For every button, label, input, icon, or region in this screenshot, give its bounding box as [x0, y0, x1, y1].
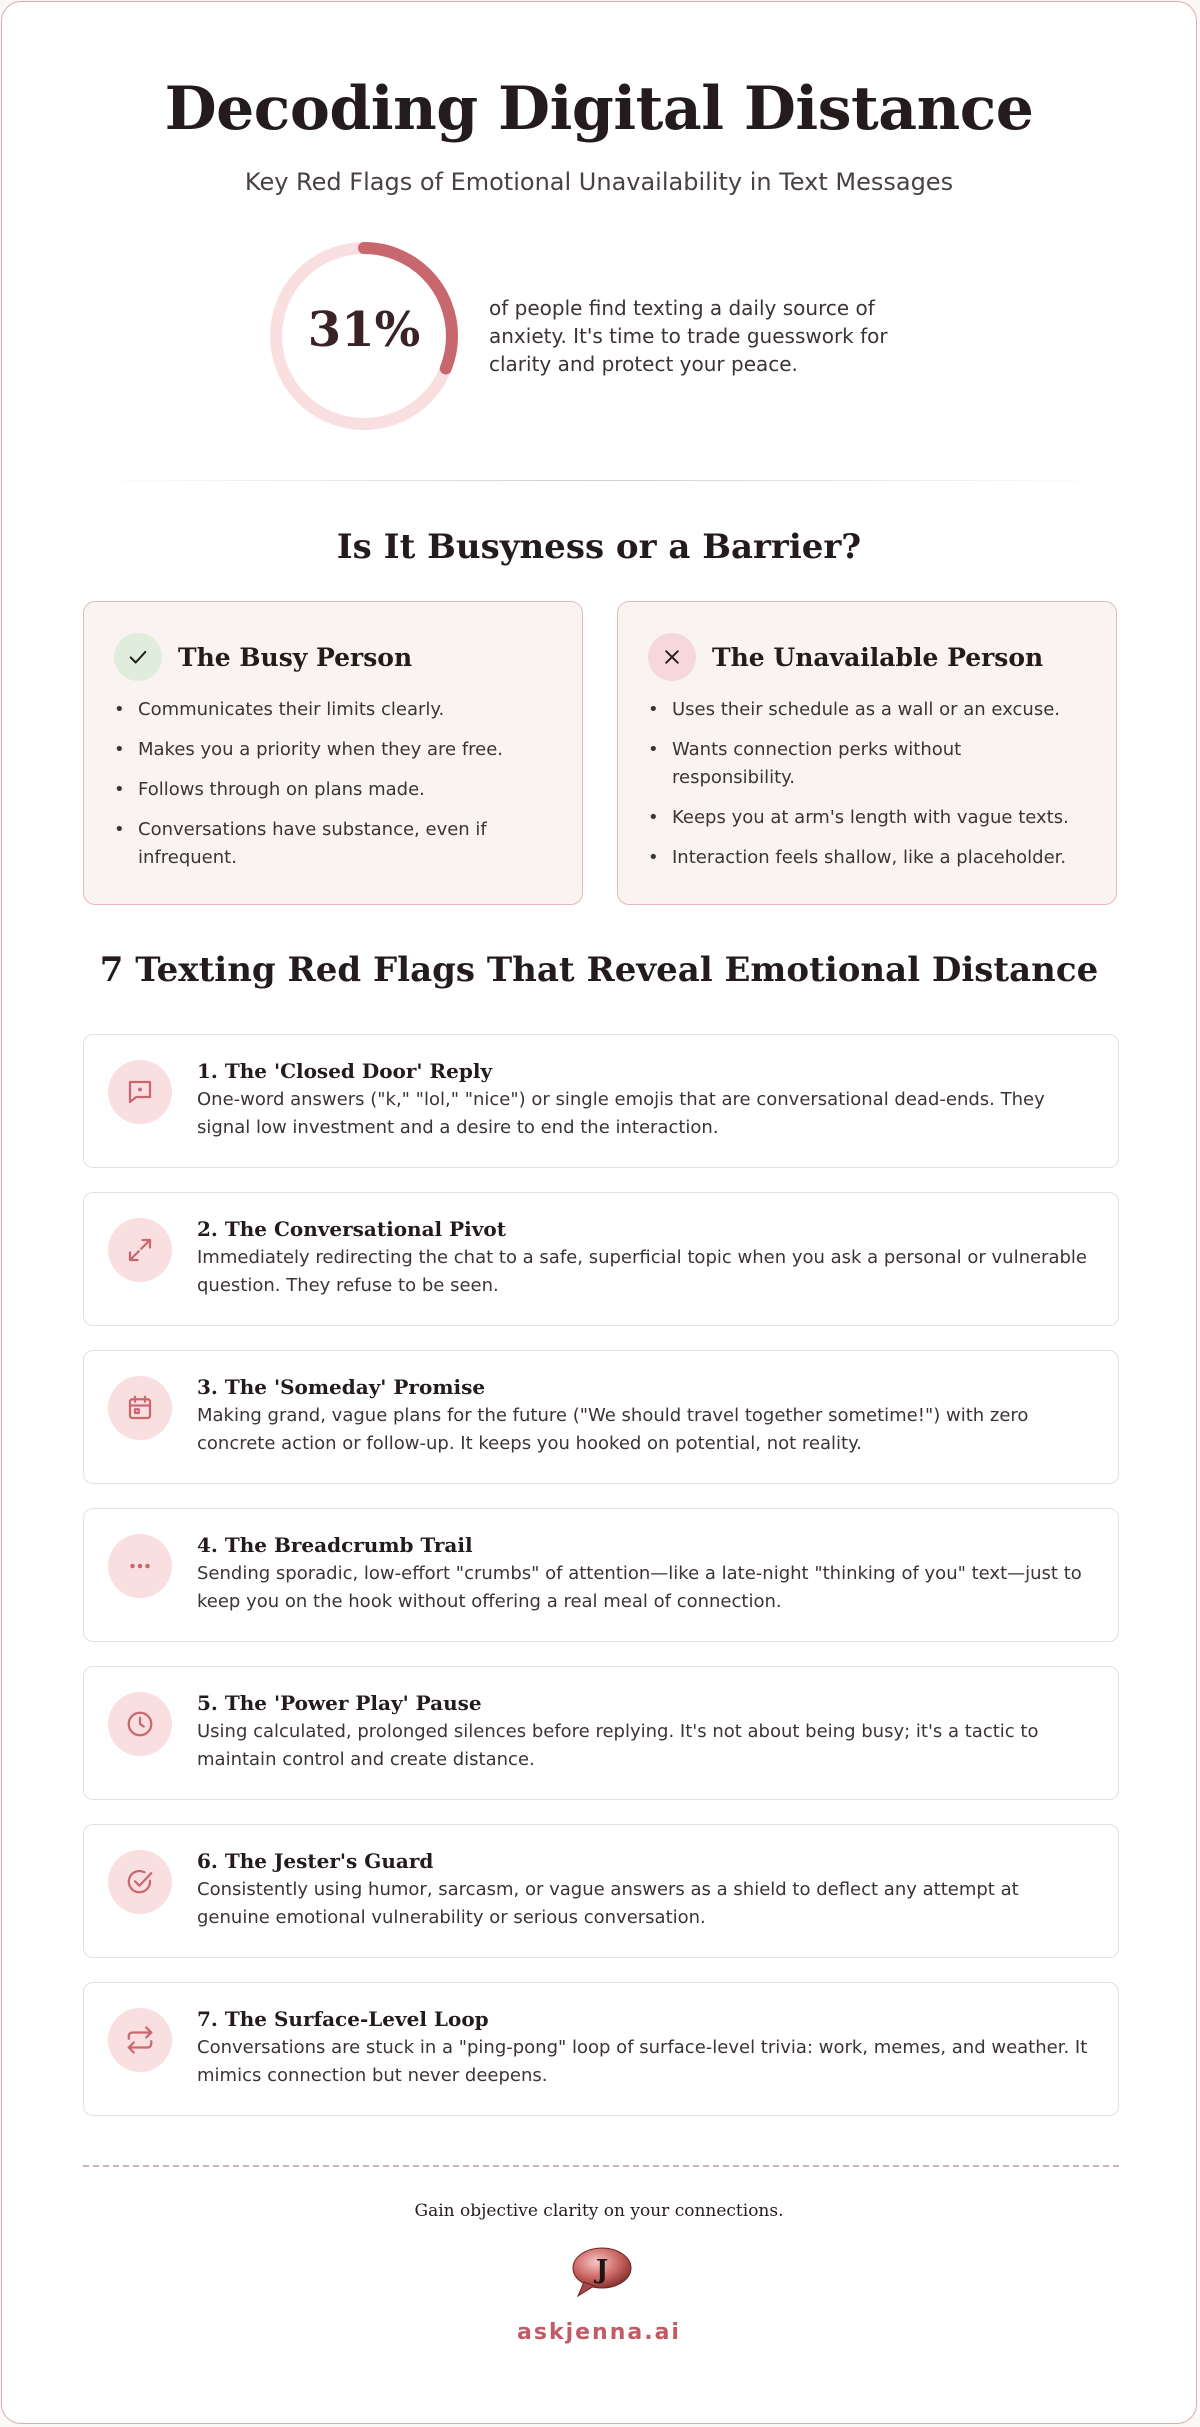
flag-description: One-word answers ("k," "lol," "nice") or single emojis that are conversational dead-ends. They signal low investment and a desire to end the interaction.	[197, 1089, 1045, 1138]
list-item: • Keeps you at arm's length with vague texts.	[648, 804, 1086, 832]
list-item: • Wants connection perks without responsibility.	[648, 736, 1086, 792]
flag-title: 6. The Jester's Guard	[197, 1849, 434, 1873]
red-flags-title: 7 Texting Red Flags That Reveal Emotional Distance	[99, 950, 1099, 990]
arrows-diagonal-icon	[108, 1218, 172, 1282]
busy-person-list	[114, 696, 552, 872]
ellipsis-icon	[108, 1534, 172, 1598]
list-item: • Communicates their limits clearly.	[114, 696, 552, 724]
comparison-title: Is It Busyness or a Barrier?	[336, 527, 862, 567]
flag-title: 2. The Conversational Pivot	[197, 1217, 506, 1241]
speech-bubble-logo	[570, 2244, 634, 2300]
page-title: Decoding Digital Distance	[164, 74, 1034, 144]
section-divider	[82, 480, 1118, 481]
list-item: • Uses their schedule as a wall or an excuse.	[648, 696, 1086, 724]
unavailable-person-card	[617, 601, 1117, 905]
page-subtitle: Key Red Flags of Emotional Unavailability in Text Messages	[244, 168, 954, 196]
busy-person-title: The Busy Person	[178, 642, 413, 672]
flag-card-closed-door	[83, 1034, 1119, 1168]
flag-description: Conversations are stuck in a "ping-pong" loop of surface-level trivia: work, memes, and weather. It mimics connection but never deepens.	[197, 2037, 1088, 2086]
flag-description: Consistently using humor, sarcasm, or vague answers as a shield to deflect any attempt at genuine emotional vulnerability or serious conversation.	[197, 1879, 1019, 1928]
flag-description: Using calculated, prolonged silences before replying. It's not about being busy; it's a tactic to maintain control and create distance.	[197, 1721, 1039, 1770]
flag-card-power-play-pause	[83, 1666, 1119, 1800]
unavailable-person-list	[648, 696, 1086, 872]
flag-title: 4. The Breadcrumb Trail	[197, 1533, 473, 1557]
flag-title: 5. The 'Power Play' Pause	[197, 1691, 482, 1715]
stat-description: of people find texting a daily source of anxiety. It's time to trade guesswork for clarity and protect your peace.	[489, 296, 888, 376]
flag-description: Making grand, vague plans for the future ("We should travel together sometime!") with zero concrete action or follow-up. It keeps you hooked on potential, not reality.	[197, 1405, 1029, 1454]
check-circle-icon	[108, 1850, 172, 1914]
list-item: • Conversations have substance, even if infrequent.	[114, 816, 552, 872]
list-item: • Interaction feels shallow, like a placeholder.	[648, 844, 1086, 872]
calendar-icon	[108, 1376, 172, 1440]
footer-divider	[83, 2165, 1119, 2167]
flag-card-someday-promise	[83, 1350, 1119, 1484]
busy-person-card	[83, 601, 583, 905]
x-icon	[648, 633, 696, 681]
list-item: • Follows through on plans made.	[114, 776, 552, 804]
clock-icon	[108, 1692, 172, 1756]
repeat-icon	[108, 2008, 172, 2072]
check-icon	[114, 633, 162, 681]
flag-card-jesters-guard	[83, 1824, 1119, 1958]
footer-url-link[interactable]: askjenna.ai	[517, 2320, 681, 2345]
logo-letter: J	[595, 2255, 609, 2285]
flag-card-surface-level-loop	[83, 1982, 1119, 2116]
flag-description: Sending sporadic, low-effort "crumbs" of attention—like a late-night "thinking of you" text—just to keep you on the hook without offering a real meal of connection.	[197, 1563, 1082, 1612]
flag-card-breadcrumb-trail	[83, 1508, 1119, 1642]
message-square-icon	[108, 1060, 172, 1124]
unavailable-person-title: The Unavailable Person	[712, 642, 1044, 672]
flag-title: 3. The 'Someday' Promise	[197, 1375, 486, 1399]
flag-card-conversational-pivot	[83, 1192, 1119, 1326]
footer-tagline: Gain objective clarity on your connections.	[414, 2201, 784, 2221]
list-item: • Makes you a priority when they are free.	[114, 736, 552, 764]
flag-title: 1. The 'Closed Door' Reply	[197, 1059, 493, 1083]
stat-value: 31%	[307, 302, 421, 358]
flag-description: Immediately redirecting the chat to a safe, superficial topic when you ask a personal or vulnerable question. They refuse to be seen.	[197, 1247, 1087, 1296]
flag-title: 7. The Surface-Level Loop	[197, 2007, 489, 2031]
infographic-card	[1, 1, 1197, 2424]
